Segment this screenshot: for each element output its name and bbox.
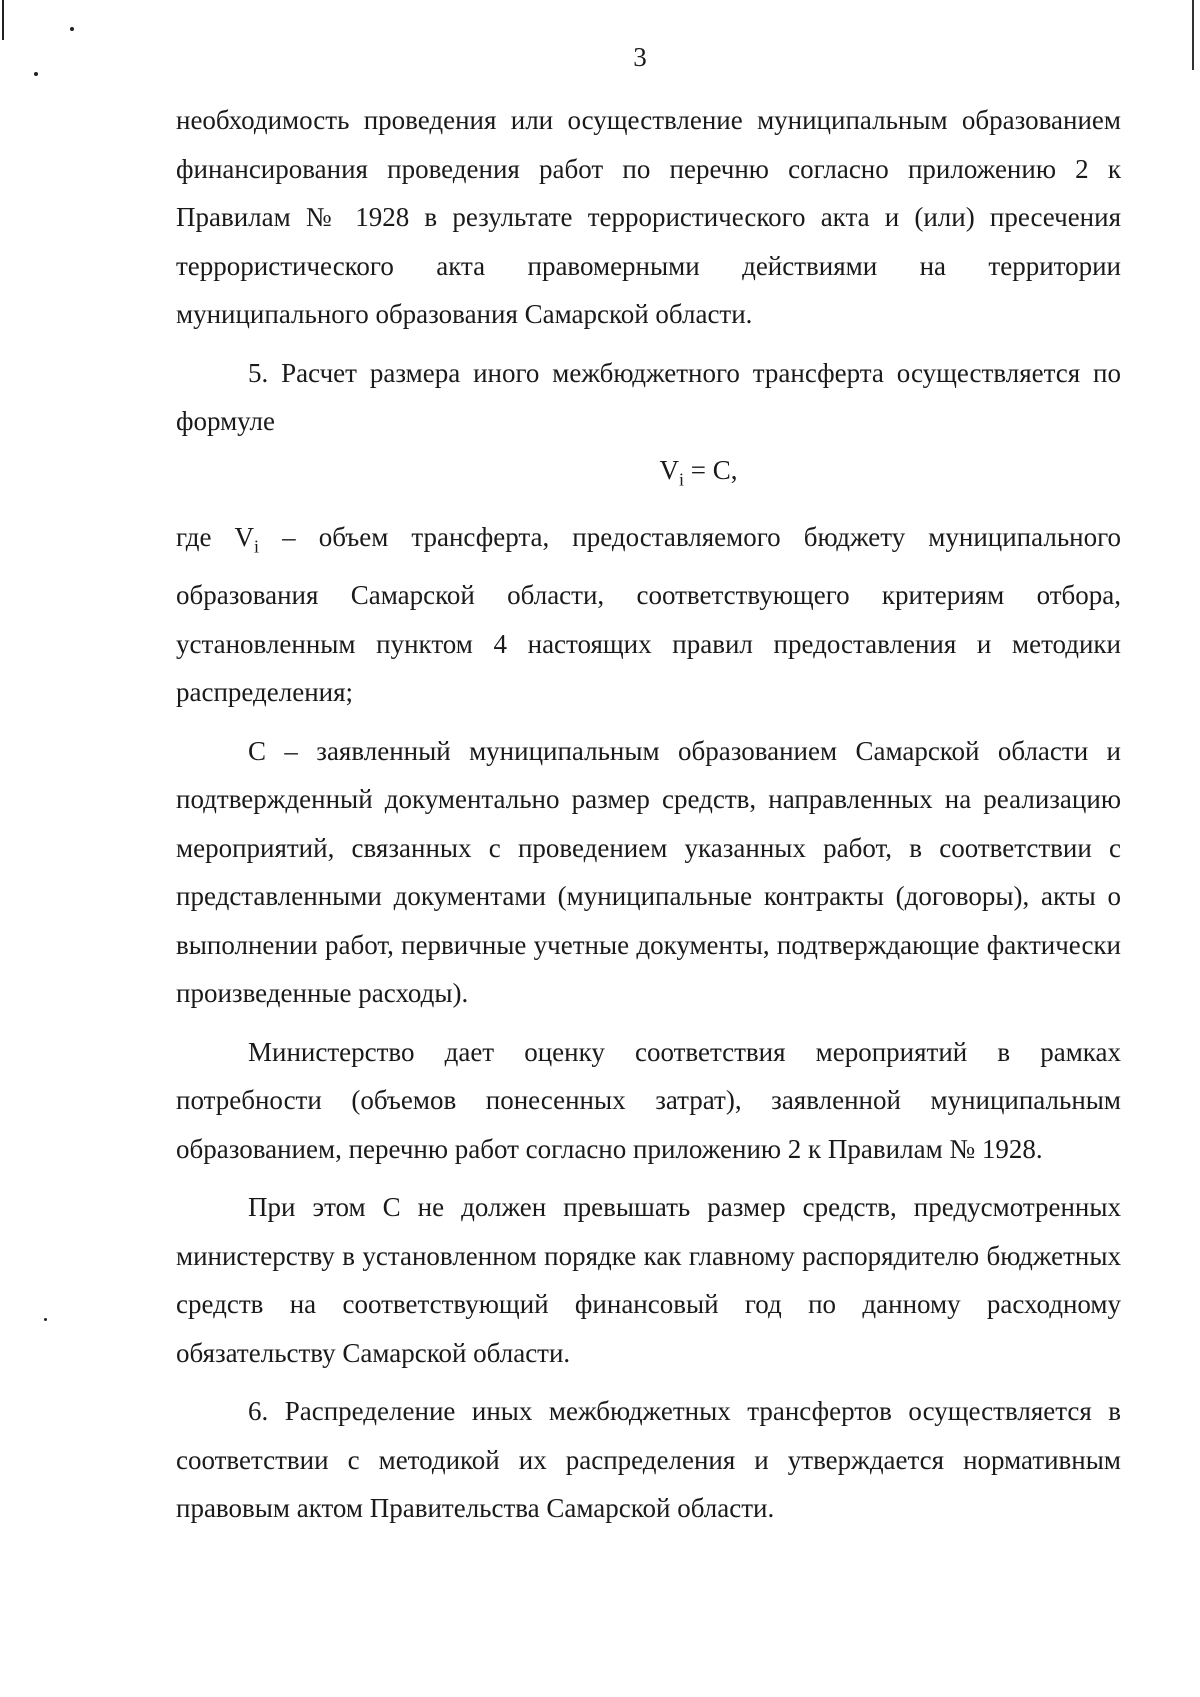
document-body [176, 96, 1121, 1533]
paragraph-definition-v [176, 513, 1121, 716]
paragraph-definition-c: С – заявленный муниципальным образованием Самарской области и подтвержденный документально размер средств, направленных на реализацию мероприятий, связанных с проведением указанных работ, в соответствии с представленными документами (муниципальные контракты (договоры), акты о выполнении работ, первичные учетные документы, подтверждающие фактически произведенные расходы). [176, 735, 1121, 1009]
page-number: 3 [633, 42, 647, 72]
scan-edge-left [2, 0, 4, 1697]
formula-rest: = C, [684, 454, 738, 485]
scan-speck [70, 27, 74, 31]
definition-rest: – объем трансферта, предоставляемого бюджету муниципального образования Самарской области, соответствующего критериям отбора, установленным пунктом 4 настоящих правил предоставления и методики распределения; [176, 522, 1121, 708]
paragraph-item-6: 6. Распределение иных межбюджетных трансфертов осуществляется в соответствии с методикой их распределения и утверждается нормативным правовым актом Правительства Самарской области. [176, 1396, 1121, 1524]
formula-subscript: i [678, 468, 684, 489]
scan-speck [44, 1318, 47, 1321]
paragraph-item-5: 5. Расчет размера иного межбюджетного трансферта осуществляется по формуле [176, 357, 1121, 436]
definition-subscript: i [254, 536, 260, 557]
paragraph-limit: При этом С не должен превышать размер средств, предусмотренных министерству в установленном порядке как главному распорядителю бюджетных средств на соответствующий финансовый год по данному расходному обязательству Самарской области. [176, 1192, 1121, 1368]
definition-lead: где V [176, 522, 255, 553]
paragraph-ministry-assessment: Министерство дает оценку соответствия мероприятий в рамках потребности (объемов понесенных затрат), заявленной муниципальным образованием, перечню работ согласно приложению 2 к Правилам № 1928. [176, 1036, 1121, 1164]
formula [176, 446, 1121, 504]
formula-v: V [659, 454, 679, 485]
paragraph-continuation: необходимость проведения или осуществление муниципальным образованием финансирования проведения работ по перечню согласно приложению 2 к Правилам № 1928 в результате террористического акта и (или) пресечения террористического акта правомерными действиями на территории муниципального образования Самарской области. [176, 105, 1121, 329]
